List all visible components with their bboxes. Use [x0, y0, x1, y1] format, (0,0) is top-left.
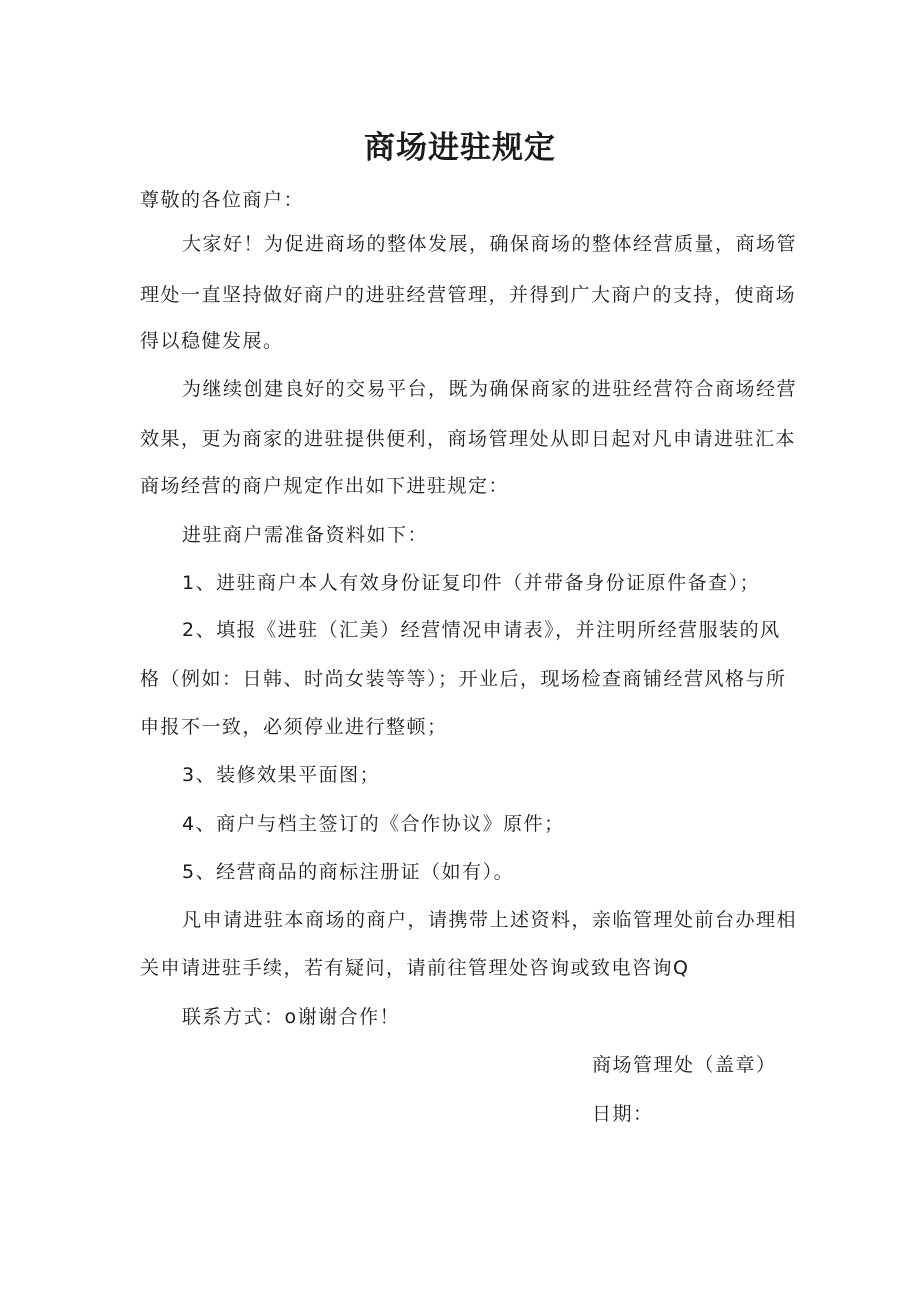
paragraph-line: 为继续创建良好的交易平台，既为确保商家的进驻经营符合商场经营 [182, 378, 798, 400]
paragraph-line: 理处一直坚持做好商户的进驻经营管理，并得到广大商户的支持，使商场 [140, 284, 797, 306]
paragraph-line: 效果，更为商家的进驻提供便利，商场管理处从即日起对凡申请进驻汇本 [140, 428, 797, 450]
list-item: 2、填报《进驻（汇美）经营情况申请表》，并注明所经营服装的风 [182, 619, 781, 641]
list-item: 5、经营商品的商标注册证（如有）。 [182, 861, 515, 883]
materials-intro: 进驻商户需准备资料如下： [182, 524, 429, 546]
date-line: 日期： [592, 1103, 654, 1125]
contact-line: 联系方式：o谢谢合作！ [182, 1006, 401, 1028]
list-item-continuation: 申报不一致，必须停业进行整顿； [140, 716, 448, 738]
salutation: 尊敬的各位商户： [140, 189, 305, 211]
document-title: 商场进驻规定 [364, 130, 556, 166]
signature-line: 商场管理处（盖章） [592, 1054, 777, 1076]
paragraph-line: 商场经营的商户规定作出如下进驻规定： [140, 475, 510, 497]
paragraph-line: 关申请进驻手续，若有疑问，请前往管理处咨询或致电咨询Q [140, 957, 690, 979]
list-item: 4、商户与档主签订的《合作协议》原件； [182, 813, 565, 835]
list-item-continuation: 格（例如：日韩、时尚女装等等）；开业后，现场检查商铺经营风格与所 [140, 668, 787, 690]
paragraph-line: 大家好！为促进商场的整体发展，确保商场的整体经营质量，商场管 [182, 233, 798, 255]
list-item: 1、进驻商户本人有效身份证复印件（并带备身份证原件备查）； [182, 572, 761, 594]
paragraph-line: 凡申请进驻本商场的商户，请携带上述资料，亲临管理处前台办理相 [182, 909, 798, 931]
list-item: 3、装修效果平面图； [182, 764, 381, 786]
paragraph-line: 得以稳健发展。 [140, 330, 284, 352]
